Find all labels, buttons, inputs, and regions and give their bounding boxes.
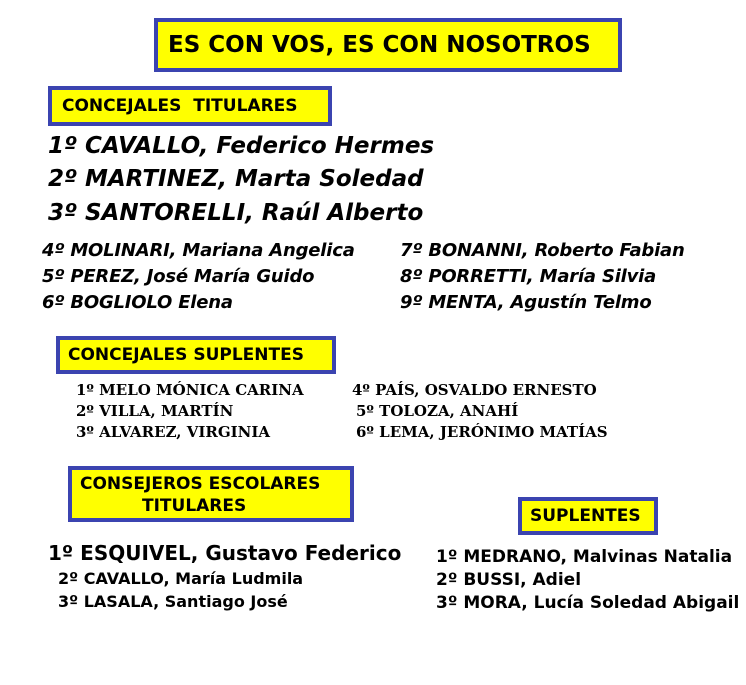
concejales-titulares-heading: CONCEJALES TITULARES: [48, 86, 332, 126]
concejal-suplente-3: 3º ALVAREZ, VIRGINIA: [76, 423, 271, 441]
concejal-titular-2: 2º MARTINEZ, Marta Soledad: [48, 166, 424, 192]
concejal-suplente-4: 4º PAÍS, OSVALDO ERNESTO: [352, 381, 597, 399]
concejal-titular-1: 1º CAVALLO, Federico Hermes: [48, 133, 435, 159]
consejero-titular-3: 3º LASALA, Santiago José: [58, 592, 288, 611]
concejal-titular-6: 6º BOGLIOLO Elena: [42, 292, 233, 313]
concejal-titular-3: 3º SANTORELLI, Raúl Alberto: [48, 200, 424, 226]
concejal-suplente-6: 6º LEMA, JERÓNIMO MATÍAS: [356, 423, 608, 441]
concejal-titular-7: 7º BONANNI, Roberto Fabian: [400, 240, 685, 261]
consejero-suplente-1: 1º MEDRANO, Malvinas Natalia: [436, 547, 733, 567]
concejal-titular-9: 9º MENTA, Agustín Telmo: [400, 292, 652, 313]
consejeros-heading-line1: CONSEJEROS ESCOLARES: [80, 474, 321, 494]
concejal-titular-8: 8º PORRETTI, María Silvia: [400, 266, 657, 287]
consejeros-suplentes-heading: SUPLENTES: [518, 497, 658, 535]
concejal-titular-5: 5º PEREZ, José María Guido: [42, 266, 315, 287]
consejero-suplente-3: 3º MORA, Lucía Soledad Abigail: [436, 593, 740, 613]
consejero-titular-2: 2º CAVALLO, María Ludmila: [58, 569, 304, 588]
page-title: ES CON VOS, ES CON NOSOTROS: [154, 18, 622, 72]
concejal-suplente-5: 5º TOLOZA, ANAHÍ: [356, 402, 519, 420]
consejeros-titulares-heading: [68, 466, 354, 522]
consejero-suplente-2: 2º BUSSI, Adiel: [436, 570, 582, 590]
concejal-suplente-2: 2º VILLA, MARTÍN: [76, 402, 234, 420]
consejero-titular-1: 1º ESQUIVEL, Gustavo Federico: [48, 541, 402, 565]
concejales-suplentes-heading: CONCEJALES SUPLENTES: [56, 336, 336, 374]
consejeros-heading-line2: TITULARES: [142, 496, 247, 516]
concejal-titular-4: 4º MOLINARI, Mariana Angelica: [42, 240, 355, 261]
concejal-suplente-1: 1º MELO MÓNICA CARINA: [76, 381, 304, 399]
